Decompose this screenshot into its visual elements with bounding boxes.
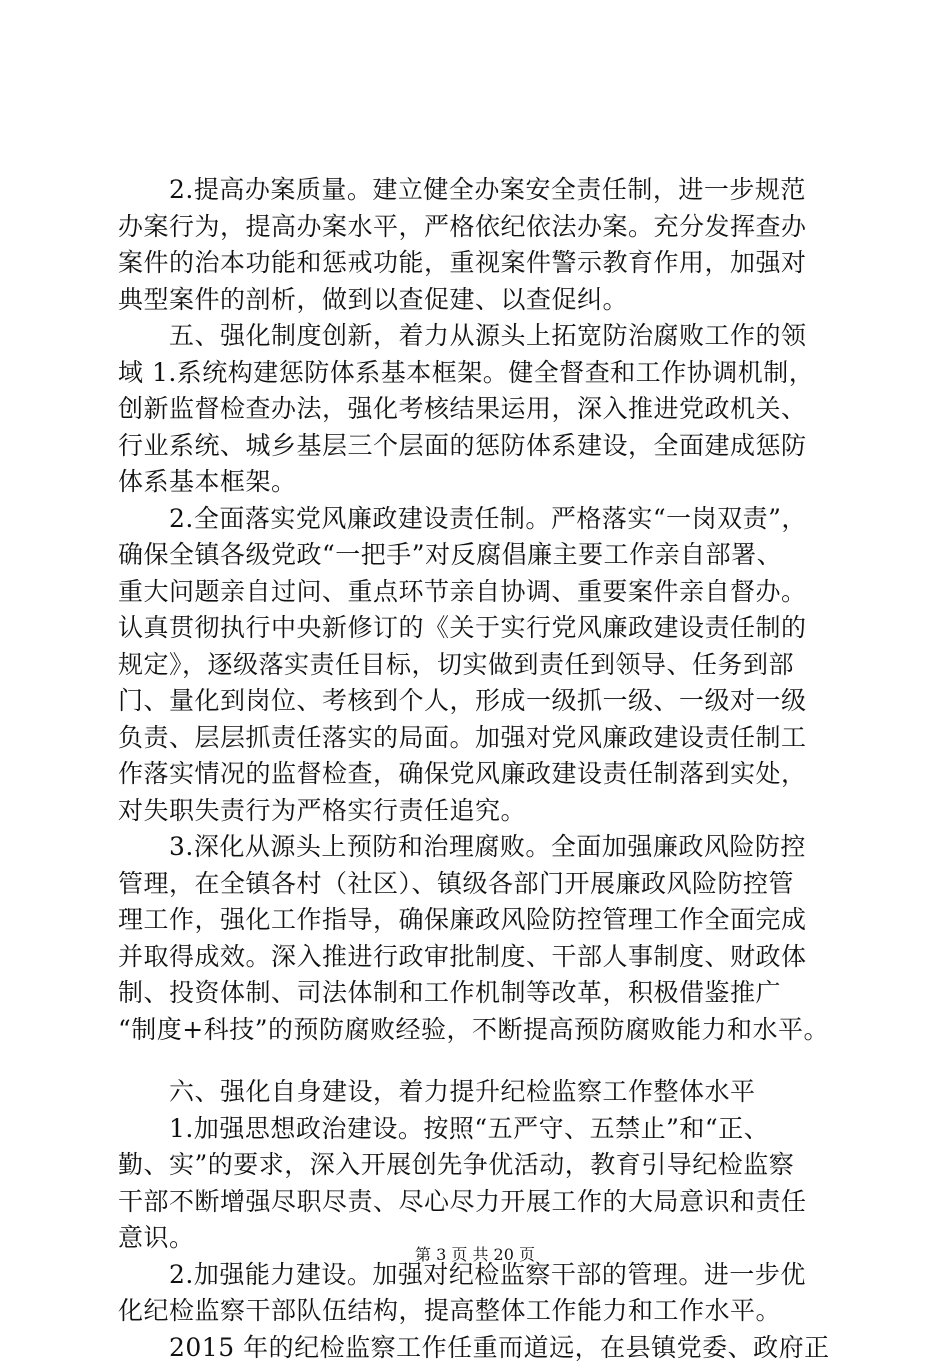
- text-line: 域 1.系统构建惩防体系基本框架。健全督查和工作协调机制，: [118, 355, 842, 392]
- section-part2: [118, 1074, 842, 1366]
- text-line: 制、投资体制、司法体制和工作机制等改革，积极借鉴推广: [118, 975, 842, 1012]
- text-line: 管理，在全镇各村（社区）、镇级各部门开展廉政风险防控管: [118, 866, 842, 903]
- text-line: “制度+科技”的预防腐败经验，不断提高预防腐败能力和水平。: [118, 1012, 842, 1049]
- text-line: 3.深化从源头上预防和治理腐败。全面加强廉政风险防控: [118, 829, 842, 866]
- text-line: 化纪检监察干部队伍结构，提高整体工作能力和工作水平。: [118, 1293, 842, 1330]
- text-line: 典型案件的剖析，做到以查促建、以查促纠。: [118, 282, 842, 319]
- text-line: 案件的治本功能和惩戒功能，重视案件警示教育作用，加强对: [118, 245, 842, 282]
- text-line: 规定》，逐级落实责任目标，切实做到责任到领导、任务到部: [118, 647, 842, 684]
- text-line: 并取得成效。深入推进行政审批制度、干部人事制度、财政体: [118, 939, 842, 976]
- page-number-footer: 第 3 页 共 20 页: [0, 1242, 950, 1265]
- text-line: 2.全面落实党风廉政建设责任制。严格落实“一岗双责”，: [118, 501, 842, 538]
- text-line: 意识。: [118, 1220, 842, 1257]
- document-body: [118, 172, 842, 1366]
- text-line: 办案行为，提高办案水平，严格依纪依法办案。充分发挥查办: [118, 209, 842, 246]
- section-part1: [118, 172, 842, 1048]
- text-line: 创新监督检查办法，强化考核结果运用，深入推进党政机关、: [118, 391, 842, 428]
- text-line: 1.加强思想政治建设。按照“五严守、五禁止”和“正、: [118, 1111, 842, 1148]
- text-line: 行业系统、城乡基层三个层面的惩防体系建设，全面建成惩防: [118, 428, 842, 465]
- text-line: 重大问题亲自过问、重点环节亲自协调、重要案件亲自督办。: [118, 574, 842, 611]
- text-line: 2.提高办案质量。建立健全办案安全责任制，进一步规范: [118, 172, 842, 209]
- text-line: 门、量化到岗位、考核到个人，形成一级抓一级、一级对一级: [118, 683, 842, 720]
- text-line: 确保全镇各级党政“一把手”对反腐倡廉主要工作亲自部署、: [118, 537, 842, 574]
- text-line: 2.加强能力建设。加强对纪检监察干部的管理。进一步优: [118, 1257, 842, 1294]
- text-line: 2015 年的纪检监察工作任重而道远，在县镇党委、政府正: [118, 1330, 842, 1366]
- text-line: 体系基本框架。: [118, 464, 842, 501]
- text-line: 认真贯彻执行中央新修订的《关于实行党风廉政建设责任制的: [118, 610, 842, 647]
- text-line: 理工作，强化工作指导，确保廉政风险防控管理工作全面完成: [118, 902, 842, 939]
- text-line: 负责、层层抓责任落实的局面。加强对党风廉政建设责任制工: [118, 720, 842, 757]
- paragraph-gap: [118, 1048, 842, 1074]
- section-heading-six: 六、强化自身建设，着力提升纪检监察工作整体水平: [118, 1074, 842, 1111]
- section-heading-five: 五、强化制度创新，着力从源头上拓宽防治腐败工作的领: [118, 318, 842, 355]
- text-line: 作落实情况的监督检查，确保党风廉政建设责任制落到实处，: [118, 756, 842, 793]
- text-line: 干部不断增强尽职尽责、尽心尽力开展工作的大局意识和责任: [118, 1184, 842, 1221]
- text-line: 对失职失责行为严格实行责任追究。: [118, 793, 842, 830]
- text-line: 勤、实”的要求，深入开展创先争优活动，教育引导纪检监察: [118, 1147, 842, 1184]
